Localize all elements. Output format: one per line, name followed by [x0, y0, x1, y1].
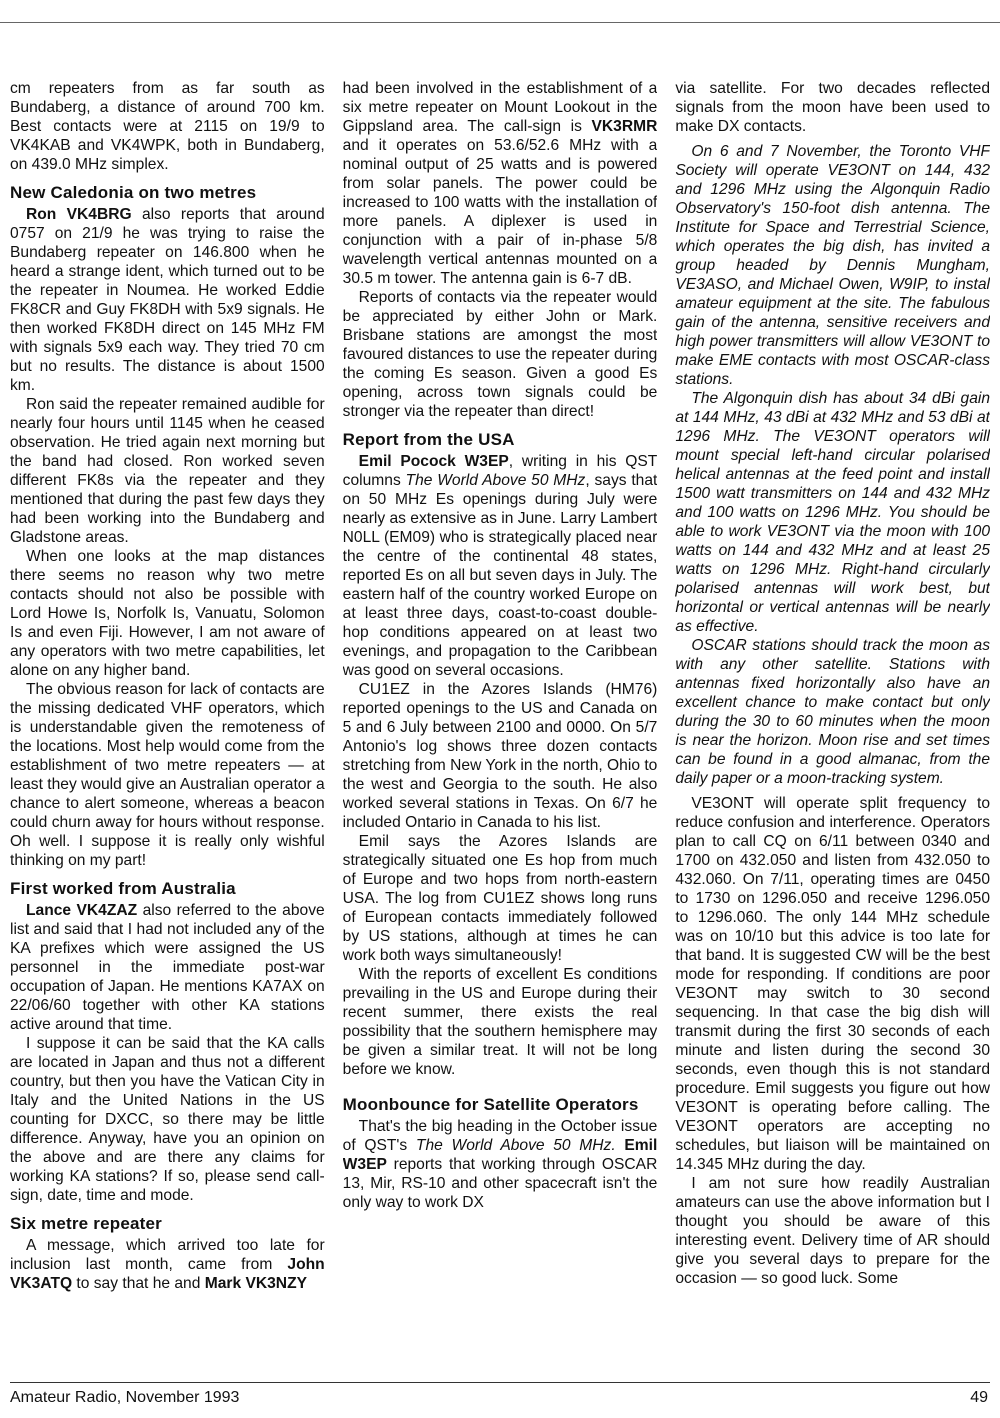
section-heading: Six metre repeater: [10, 1214, 162, 1233]
publication-footer: Amateur Radio, November 1993: [10, 1389, 240, 1406]
paragraph: cm repeaters from as far south as Bundaberg, a distance of around 700 km. Best contacts were at 2115 on 19/9 to VK4KAB and VK4WPK, both in Bundaberg, on 439.0 MHz simplex.: [10, 80, 325, 173]
page-number: 49: [970, 1389, 988, 1406]
article-columns: [10, 79, 990, 1361]
paragraph: via satellite. For two decades reflected signals from the moon have been used to make DX contacts.: [675, 80, 991, 135]
paragraph: had been involved in the establishment of a six metre repeater on Mount Lookout in the Gippsland area. The call-sign is VK3RMR and it operates on 53.6/52.6 MHz with a nominal output of 25 watts and is powered from solar panels. The power could be increased to 100 watts with the installation of more panels. A diplexer is used in conjunction with a pair of in-phase 5/8 wavelength vertical antennas mounted on a 30.5 m tower. The antenna gain is 6-7 dB.: [342, 80, 658, 287]
paragraph: Reports of contacts via the repeater would be appreciated by either John or Mark. Brisbane stations are amongst the most favoured distances to use the repeater during the coming Es season. Given a good Es opening, across town signals could be stronger via the repeater than direct!: [342, 289, 658, 420]
author-callsign: Mark VK3NZY: [204, 1275, 307, 1292]
author-callsign: Lance VK4ZAZ: [26, 902, 138, 919]
paragraph: A message, which arrived too late for inclusion last month, came from John VK3ATQ to say that he and Mark VK3NZY: [10, 1237, 325, 1292]
column-title: The World Above 50 MHz.: [415, 1137, 616, 1154]
paragraph: Lance VK4ZAZ also referred to the above list and said that I had not included any of the KA prefixes which were assigned the US personnel in the immediate post-war occupation of Japan. He mentions KA7AX on 22/06/60 together with other KA stations active around that time.: [10, 902, 325, 1033]
author-callsign: Ron VK4BRG: [26, 206, 132, 223]
paragraph: OSCAR stations should track the moon as with any other satellite. Stations with antennas fixed horizontally also have an excellent chance to make contact but only during the 30 to 60 minutes when the moon is near the horizon. Moon rise and set times can be found in a good almanac, from the daily paper or a moon-tracking system.: [675, 637, 991, 787]
section-heading: Report from the USA: [342, 430, 515, 449]
section-heading: First worked from Australia: [10, 879, 236, 898]
author-callsign: John VK3ATQ: [10, 1256, 325, 1292]
paragraph: Emil Pocock W3EP, writing in his QST columns The World Above 50 MHz, says that on 50 MHz Es openings during July were nearly as extensive as in June. Larry Lambert N0LL (EM09) who is strategically placed near the centre of the continental 48 states, reported Es on all but seven days in July. The eastern half of the country worked Europe on at least three days, coast-to-coast double-hop conditions appeared on at least two evenings, and propagation to the Caribbean was good on several occasions.: [342, 453, 658, 679]
paragraph: I suppose it can be said that the KA calls are located in Japan and thus not a different country, but then you have the Vatican City in Italy and the United Nations in the US counting for DXCC, so there may be little difference. Anyway, have you an opinion on the above and are there any claims for working KA stations? If so, please send call-sign, date, time and mode.: [10, 1035, 325, 1204]
author-callsign: Emil Pocock W3EP: [358, 453, 509, 470]
column-3: [675, 79, 990, 1361]
top-rule: [0, 22, 1000, 23]
paragraph: Ron VK4BRG also reports that around 0757 on 21/9 he was trying to raise the Bundaberg repeater on 146.800 when he heard a strange ident, which turned out to be the repeater in Noumea. He worked Eddie FK8CR and Guy FK8DH with 5x9 signals. He then worked FK8DH direct on 145 MHz FM with signals 5x9 each way. They tried 70 cm but no results. The distance is about 1500 km.: [10, 206, 325, 394]
column-2: [343, 79, 658, 1361]
paragraph: When one looks at the map distances there seems no reason why two metre contacts should not also be possible with Lord Howe Is, Norfolk Is, Vanuatu, Solomon Is and even Fiji. However, I am not aware of any operators with two metre capabilities, let alone on any higher band.: [10, 548, 325, 679]
column-title: The World Above 50 MHz: [405, 472, 586, 489]
paragraph: The Algonquin dish has about 34 dBi gain at 144 MHz, 43 dBi at 432 MHz and 53 dBi at 1296 MHz. The VE3ONT operators will mount special left-hand circular polarised helical antennas at the feed point and install 1500 watt transmitters on 144 and 432 MHz and 100 watts on 1296 MHz. You should be able to work VE3ONT via the moon with 100 watts on 144 and 432 MHz and at least 25 watts on 1296 MHz. Right-hand circularly polarised antennas will work best, but horizontal or vertical antennas will be nearly as effective.: [675, 390, 991, 635]
paragraph: With the reports of excellent Es conditions prevailing in the US and Europe during their recent summer, there exists the real possibility that the southern hemisphere may be given a similar treat. It will not be long before we know.: [342, 966, 658, 1078]
paragraph: Emil says the Azores Islands are strategically situated one Es hop from much of Europe and two hops from north-eastern USA. The log from CU1EZ shows long runs of European contacts immediately followed by US stations, although at times he can work both ways simultaneously!: [342, 833, 658, 964]
paragraph: VE3ONT will operate split frequency to reduce confusion and interference. Operators plan to call CQ on 6/11 between 0340 and 1700 on 432.050 and listen from 432.050 to 432.060. On 7/11, operating times are 0450 to 1730 on 1296.050 and receive 1296.050 to 1296.060. The only 144 MHz schedule was on 10/10 but this advice is too late for that band. It is suggested CW will be the best mode for responding. If conditions are poor VE3ONT may switch to 30 second sequencing. In that case the big dish will transmit during the first 30 seconds of each minute and listen during the second 30 seconds, even though this is not standard procedure. Emil suggests you figure out how VE3ONT is operating before calling. The VE3ONT operators are accepting no schedules, but liaison will be maintained on 14.345 MHz during the day.: [675, 795, 991, 1173]
paragraph: I am not sure how readily Australian amateurs can use the above information but I thought you should be aware of this interesting event. Delivery time of AR should give you several days to prepare for the occasion — so good luck. Some: [675, 1175, 991, 1287]
section-heading: New Caledonia on two metres: [10, 183, 257, 202]
paragraph: The obvious reason for lack of contacts are the missing dedicated VHF operators, which is understandable given the remoteness of the locations. Most help would come from the establishment of two metre repeaters — at least they would give an Australian operator a chance to alert someone, whereas a beacon could churn away for hours without response. Oh well. I suppose it is really only wishful thinking on my part!: [10, 681, 325, 869]
paragraph: That's the big heading in the October issue of QST's The World Above 50 MHz. Emil W3EP reports that working through OSCAR 13, Mir, RS-10 and other spacecraft isn't the only way to work DX: [342, 1118, 658, 1211]
author-callsign: Emil W3EP: [342, 1137, 658, 1173]
column-1: [10, 79, 325, 1361]
repeater-callsign: VK3RMR: [591, 118, 658, 135]
footer-rule: [10, 1382, 990, 1383]
paragraph: Ron said the repeater remained audible for nearly four hours until 1145 when he ceased observation. He tried again next morning but the band had closed. Ron worked seven different FK8s via the repeater and they mentioned that during the past few days they had been working into the Bundaberg and Gladstone areas.: [10, 396, 325, 546]
paragraph: On 6 and 7 November, the Toronto VHF Society will operate VE3ONT on 144, 432 and 1296 MHz using the Algonquin Radio Observatory's 150-foot dish antenna. The Institute for Space and Terrestrial Science, which operates the big dish, has invited a group headed by Dennis Mungham, VE3ASO, and Michael Owen, W9IP, to instal amateur equipment at the site. The fabulous gain of the antenna, sensitive receivers and high power transmitters will allow VE3ONT to make EME contacts with most OSCAR-class stations.: [675, 143, 991, 388]
section-heading: Moonbounce for Satellite Operators: [342, 1095, 639, 1114]
paragraph: CU1EZ in the Azores Islands (HM76) reported openings to the US and Canada on 5 and 6 July between 2100 and 0000. On 5/7 Antonio's log shows three dozen contacts stretching from New York in the north, Ohio to the west and Georgia to the south. He also worked several stations in Texas. On 6/7 he included Ontario in Canada to his list.: [342, 681, 658, 831]
